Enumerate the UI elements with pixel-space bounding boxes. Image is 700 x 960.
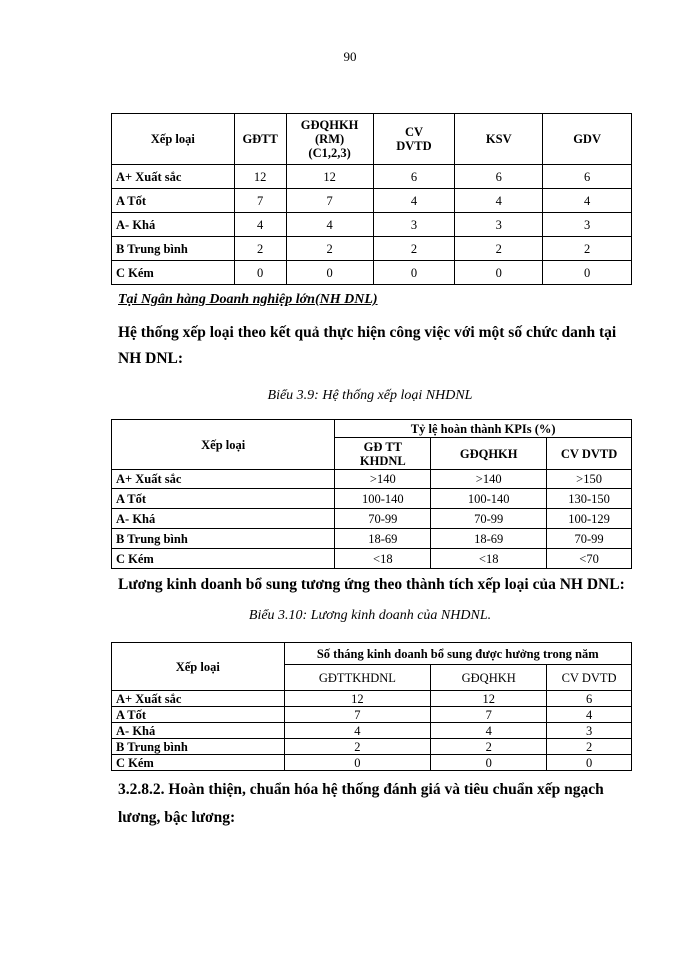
- cell: 4: [234, 213, 286, 237]
- table-row: [112, 739, 632, 755]
- header-cell: GĐTTKHDNL: [284, 665, 431, 691]
- paragraph-bonus-salary: Lương kinh doanh bổ sung tương ứng theo thành tích xếp loại của NH DNL:: [118, 576, 625, 593]
- cell: 4: [455, 189, 543, 213]
- cell: 3: [543, 213, 632, 237]
- cell: 100-129: [547, 509, 632, 529]
- cell: 12: [234, 165, 286, 189]
- row-label: B Trung bình: [112, 739, 285, 755]
- table-row: [112, 509, 632, 529]
- cell: 3: [547, 723, 632, 739]
- cell: 7: [234, 189, 286, 213]
- table-row: [112, 489, 632, 509]
- row-label: B Trung bình: [112, 529, 335, 549]
- table-header-row: [112, 420, 632, 438]
- cell: 0: [431, 755, 547, 771]
- cell: 6: [373, 165, 455, 189]
- header-cell: GĐQHKH: [431, 438, 547, 470]
- table-row: [112, 691, 632, 707]
- row-label: C Kém: [112, 261, 235, 285]
- cell: 2: [373, 237, 455, 261]
- row-label: B Trung bình: [112, 237, 235, 261]
- header-cell: Xếp loại: [112, 420, 335, 470]
- table-row: [112, 707, 632, 723]
- row-label: A- Khá: [112, 509, 335, 529]
- cell: 3: [373, 213, 455, 237]
- table-row: [112, 549, 632, 569]
- cell: 12: [284, 691, 431, 707]
- table-row: [112, 529, 632, 549]
- cell: 0: [286, 261, 373, 285]
- cell: <70: [547, 549, 632, 569]
- table-row: [112, 165, 632, 189]
- cell: 2: [547, 739, 632, 755]
- cell: 0: [234, 261, 286, 285]
- row-label: A Tốt: [112, 489, 335, 509]
- row-label: A Tốt: [112, 189, 235, 213]
- cell: 2: [431, 739, 547, 755]
- cell: 0: [547, 755, 632, 771]
- group-header-cell: Số tháng kinh doanh bổ sung được hưởng trong năm: [284, 643, 631, 665]
- cell: 0: [455, 261, 543, 285]
- header-cell: GDV: [543, 114, 632, 165]
- group-header-cell: Tỷ lệ hoàn thành KPIs (%): [335, 420, 632, 438]
- table-header-row: [112, 643, 632, 665]
- cell: <18: [335, 549, 431, 569]
- cell: >140: [335, 470, 431, 489]
- cell: 18-69: [335, 529, 431, 549]
- cell: 0: [373, 261, 455, 285]
- cell: 12: [286, 165, 373, 189]
- cell: 2: [543, 237, 632, 261]
- header-cell: Xếp loại: [112, 114, 235, 165]
- rating-table-1: [111, 113, 632, 285]
- cell: 6: [547, 691, 632, 707]
- cell: 4: [543, 189, 632, 213]
- cell: 4: [286, 213, 373, 237]
- cell: 7: [284, 707, 431, 723]
- table-row: [112, 213, 632, 237]
- table-row: [112, 189, 632, 213]
- cell: 6: [543, 165, 632, 189]
- table-header-row: [112, 114, 632, 165]
- row-label: A+ Xuất sắc: [112, 470, 335, 489]
- row-label: A Tốt: [112, 707, 285, 723]
- cell: 130-150: [547, 489, 632, 509]
- header-cell: Xếp loại: [112, 643, 285, 691]
- rating-table-2: [111, 419, 632, 569]
- cell: >150: [547, 470, 632, 489]
- cell: 0: [543, 261, 632, 285]
- caption-table-3: Biểu 3.10: Lương kinh doanh của NHDNL.: [248, 608, 492, 623]
- cell: <18: [431, 549, 547, 569]
- cell: 7: [286, 189, 373, 213]
- table-row: [112, 237, 632, 261]
- bonus-table: [111, 642, 632, 771]
- header-cell: CV DVTD: [373, 114, 455, 165]
- table-row: [112, 723, 632, 739]
- header-cell: GĐ TT KHDNL: [335, 438, 431, 470]
- cell: 18-69: [431, 529, 547, 549]
- cell: 70-99: [547, 529, 632, 549]
- cell: 4: [373, 189, 455, 213]
- cell: 4: [284, 723, 431, 739]
- header-cell: KSV: [455, 114, 543, 165]
- table-row: [112, 261, 632, 285]
- cell: 7: [431, 707, 547, 723]
- cell: 12: [431, 691, 547, 707]
- cell: 70-99: [335, 509, 431, 529]
- table-row: [112, 470, 632, 489]
- cell: >140: [431, 470, 547, 489]
- caption-table-2: Biểu 3.9: Hệ thống xếp loại NHDNL: [267, 388, 473, 403]
- cell: 70-99: [431, 509, 547, 529]
- cell: 2: [234, 237, 286, 261]
- paragraph-rating-system: Hệ thống xếp loại theo kết quả thực hiện công việc với một số chức danh tại NH DNL:: [118, 324, 617, 367]
- cell: 3: [455, 213, 543, 237]
- row-label: A+ Xuất sắc: [112, 691, 285, 707]
- section-3-2-8-2-heading: 3.2.8.2. Hoàn thiện, chuẩn hóa hệ thống đánh giá và tiêu chuẩn xếp ngạch lương, bậc lương:: [118, 781, 604, 826]
- cell: 2: [284, 739, 431, 755]
- row-label: C Kém: [112, 549, 335, 569]
- header-cell: CV DVTD: [547, 438, 632, 470]
- section-heading: Tại Ngân hàng Doanh nghiệp lớn(NH DNL): [118, 292, 378, 307]
- cell: 0: [284, 755, 431, 771]
- page-number: 90: [343, 49, 357, 64]
- row-label: A+ Xuất sắc: [112, 165, 235, 189]
- cell: 4: [431, 723, 547, 739]
- header-cell: GĐQHKH (RM) (C1,2,3): [286, 114, 373, 165]
- cell: 4: [547, 707, 632, 723]
- row-label: C Kém: [112, 755, 285, 771]
- cell: 100-140: [431, 489, 547, 509]
- table-row: [112, 755, 632, 771]
- cell: 2: [286, 237, 373, 261]
- header-cell: GĐQHKH: [431, 665, 547, 691]
- cell: 6: [455, 165, 543, 189]
- cell: 2: [455, 237, 543, 261]
- header-cell: GĐTT: [234, 114, 286, 165]
- row-label: A- Khá: [112, 723, 285, 739]
- header-cell: CV DVTD: [547, 665, 632, 691]
- row-label: A- Khá: [112, 213, 235, 237]
- cell: 100-140: [335, 489, 431, 509]
